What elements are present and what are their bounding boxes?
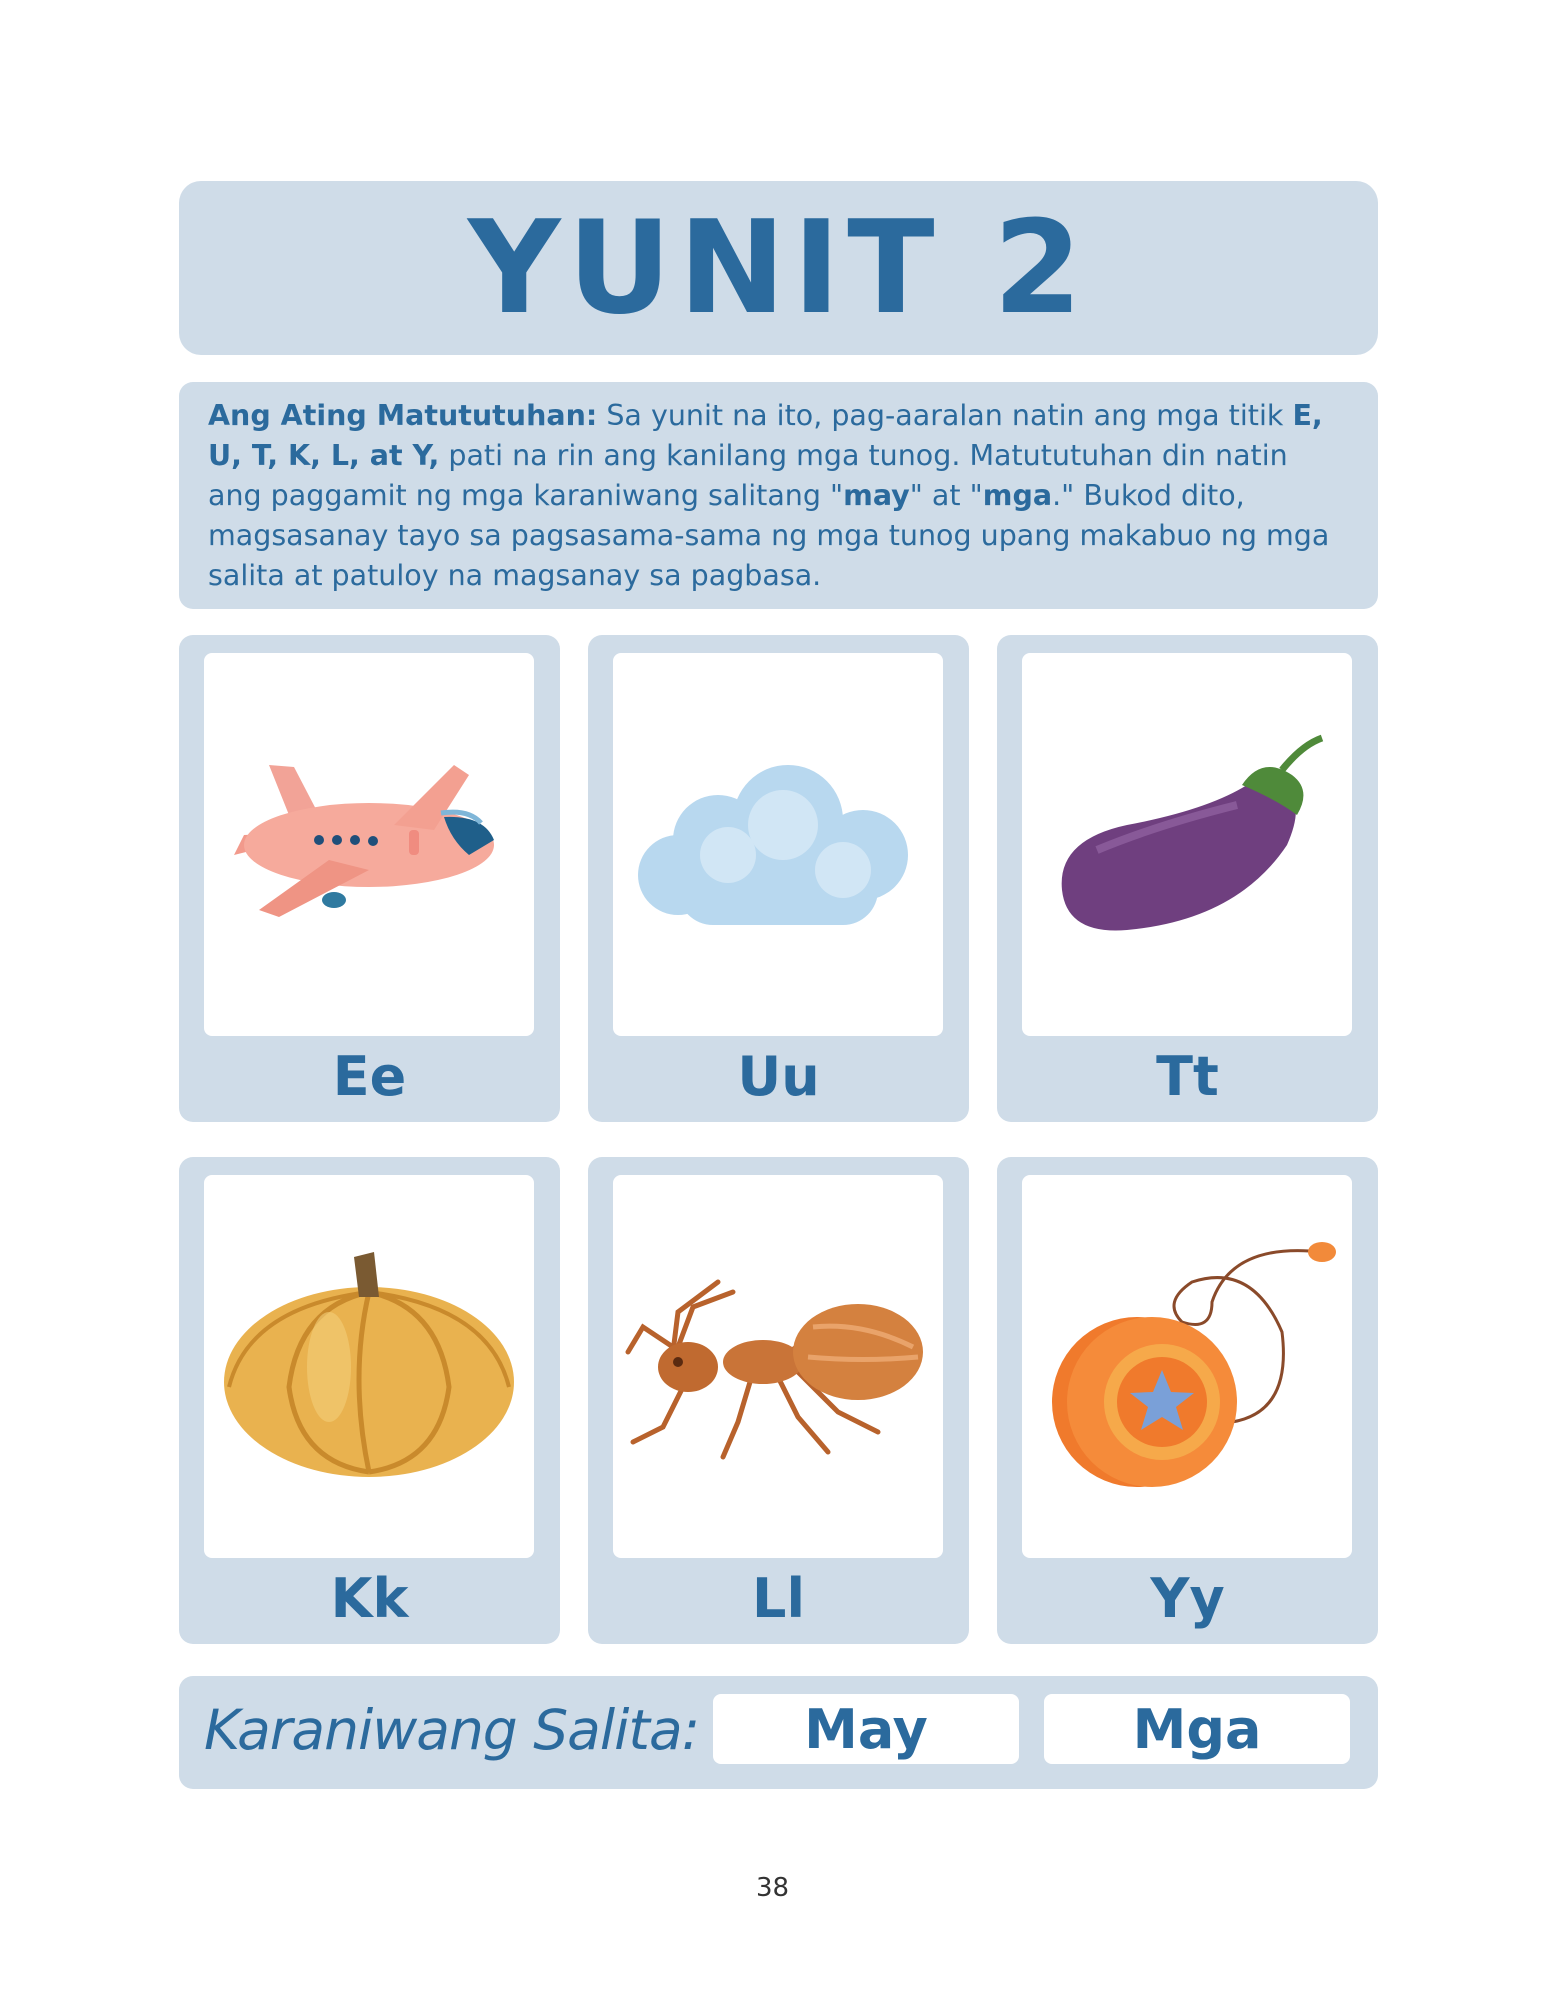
page-title: YUNIT 2 [467, 193, 1090, 343]
pumpkin-icon [219, 1247, 519, 1487]
intro-heading: Ang Ating Matututuhan: [208, 399, 598, 432]
yoyo-icon [1032, 1242, 1342, 1492]
intro-text-part: " at " [909, 479, 983, 512]
letter-label: Tt [1156, 1045, 1219, 1108]
common-word-mga: Mga [1044, 1694, 1350, 1764]
letter-card-u [588, 635, 969, 1122]
letter-label: Yy [1150, 1567, 1225, 1630]
common-words-label: Karaniwang Salita: [204, 1698, 700, 1762]
image-frame [1022, 1175, 1352, 1558]
intro-word-mga: mga [982, 479, 1053, 512]
intro-text [208, 396, 1348, 596]
letter-label: Uu [737, 1045, 820, 1108]
letter-card-k [179, 1157, 560, 1644]
letter-label: Ll [752, 1567, 805, 1630]
letter-card-e [179, 635, 560, 1122]
intro-word-may: may [843, 479, 910, 512]
letter-card-y [997, 1157, 1378, 1644]
intro-text-part: pati na rin ang kanilang mga tunog. Matututuhan din natin ang paggamit ng mga karaniwang salitang " [208, 439, 1288, 512]
image-frame [204, 1175, 534, 1558]
intro-text-part: Sa yunit na ito, pag-aaralan natin ang mga titik [597, 399, 1293, 432]
letter-label: Ee [332, 1045, 407, 1108]
image-frame [613, 1175, 943, 1558]
letter-label: Kk [330, 1567, 409, 1630]
eggplant-icon [1037, 730, 1337, 960]
airplane-icon [219, 745, 519, 945]
image-frame [613, 653, 943, 1036]
intro-panel [179, 382, 1378, 609]
letter-card-l [588, 1157, 969, 1644]
title-banner [179, 181, 1378, 355]
intro-letters: E, U, T, K, L, at Y, [208, 399, 1323, 472]
image-frame [204, 653, 534, 1036]
common-word-may: May [713, 1694, 1019, 1764]
image-frame [1022, 653, 1352, 1036]
intro-text-part: ." Bukod dito, magsasanay tayo sa pagsasama-sama ng mga tunog upang makabuo ng mga salita at patuloy na magsanay sa pagbasa. [208, 479, 1330, 592]
ant-icon [623, 1267, 933, 1467]
page-number: 38 [755, 1873, 790, 1903]
cloud-icon [623, 745, 933, 945]
letter-card-t [997, 635, 1378, 1122]
common-words-panel [179, 1676, 1378, 1789]
